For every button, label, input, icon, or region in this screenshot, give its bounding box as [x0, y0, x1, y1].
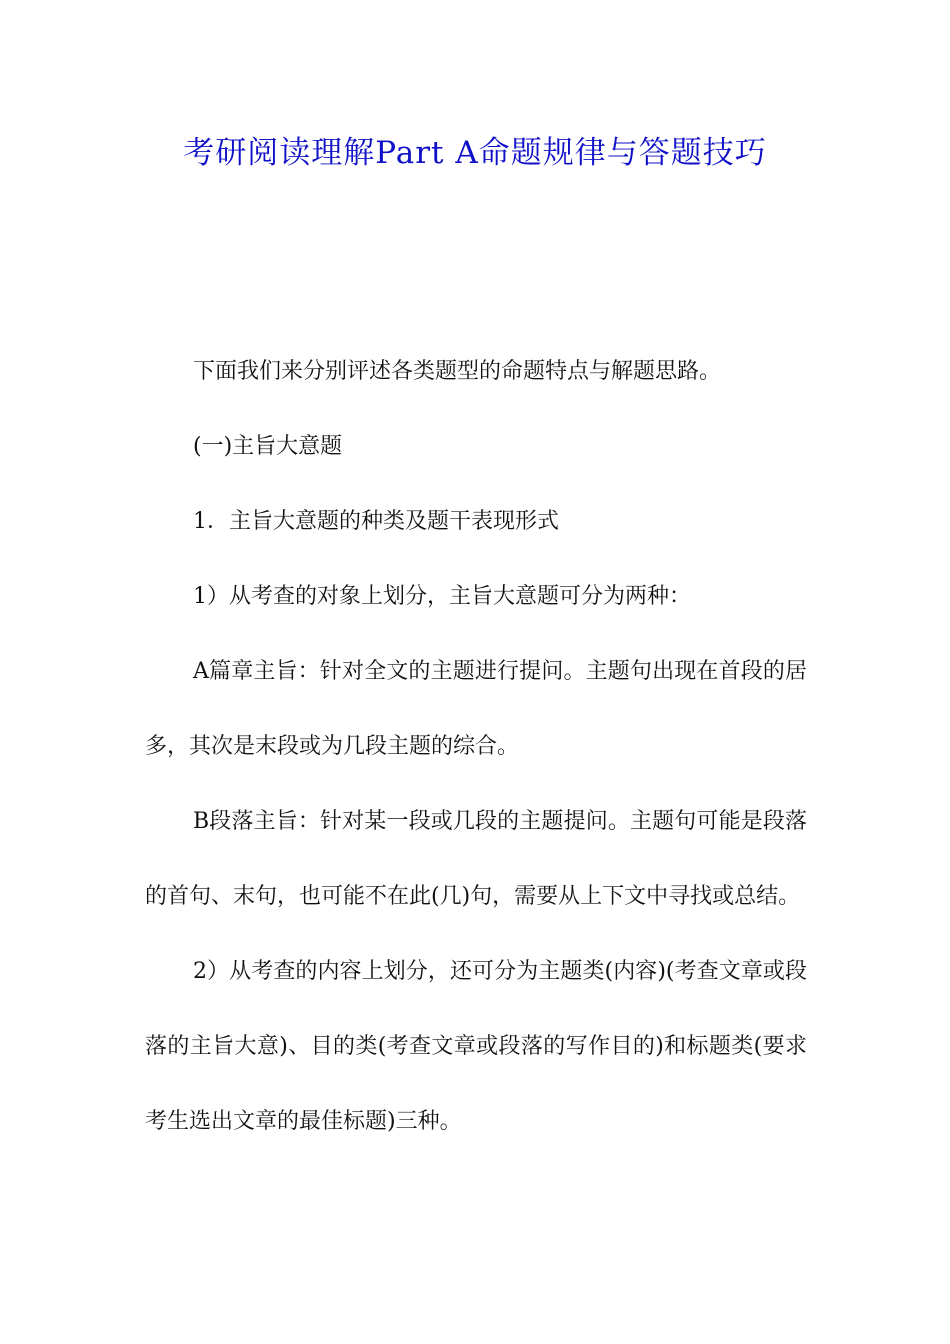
- document-title: 考研阅读理解Part A命题规律与答题技巧: [183, 135, 767, 171]
- section-heading: (一)主旨大意题: [193, 434, 343, 459]
- paragraph-paragraph-theme: B段落主旨：针对某一段或几段的主题提问。主题句可能是段落的首句、末句，也可能不在此(几)句，需要从上下文中寻找或总结。: [145, 809, 807, 909]
- paragraph-intro: 下面我们来分别评述各类题型的命题特点与解题思路。: [193, 359, 722, 384]
- document-body: [145, 334, 807, 1159]
- paragraph-classification-object: 1）从考查的对象上划分，主旨大意题可分为两种：: [193, 584, 691, 609]
- paragraph-text-theme: A篇章主旨：针对全文的主题进行提问。主题句出现在首段的居多，其次是末段或为几段主题的综合。: [145, 659, 807, 759]
- subsection-heading: 1．主旨大意题的种类及题干表现形式: [193, 509, 559, 534]
- paragraph-classification-content: 2）从考查的内容上划分，还可分为主题类(内容)(考查文章或段落的主旨大意)、目的类(考查文章或段落的写作目的)和标题类(要求考生选出文章的最佳标题)三种。: [145, 959, 807, 1134]
